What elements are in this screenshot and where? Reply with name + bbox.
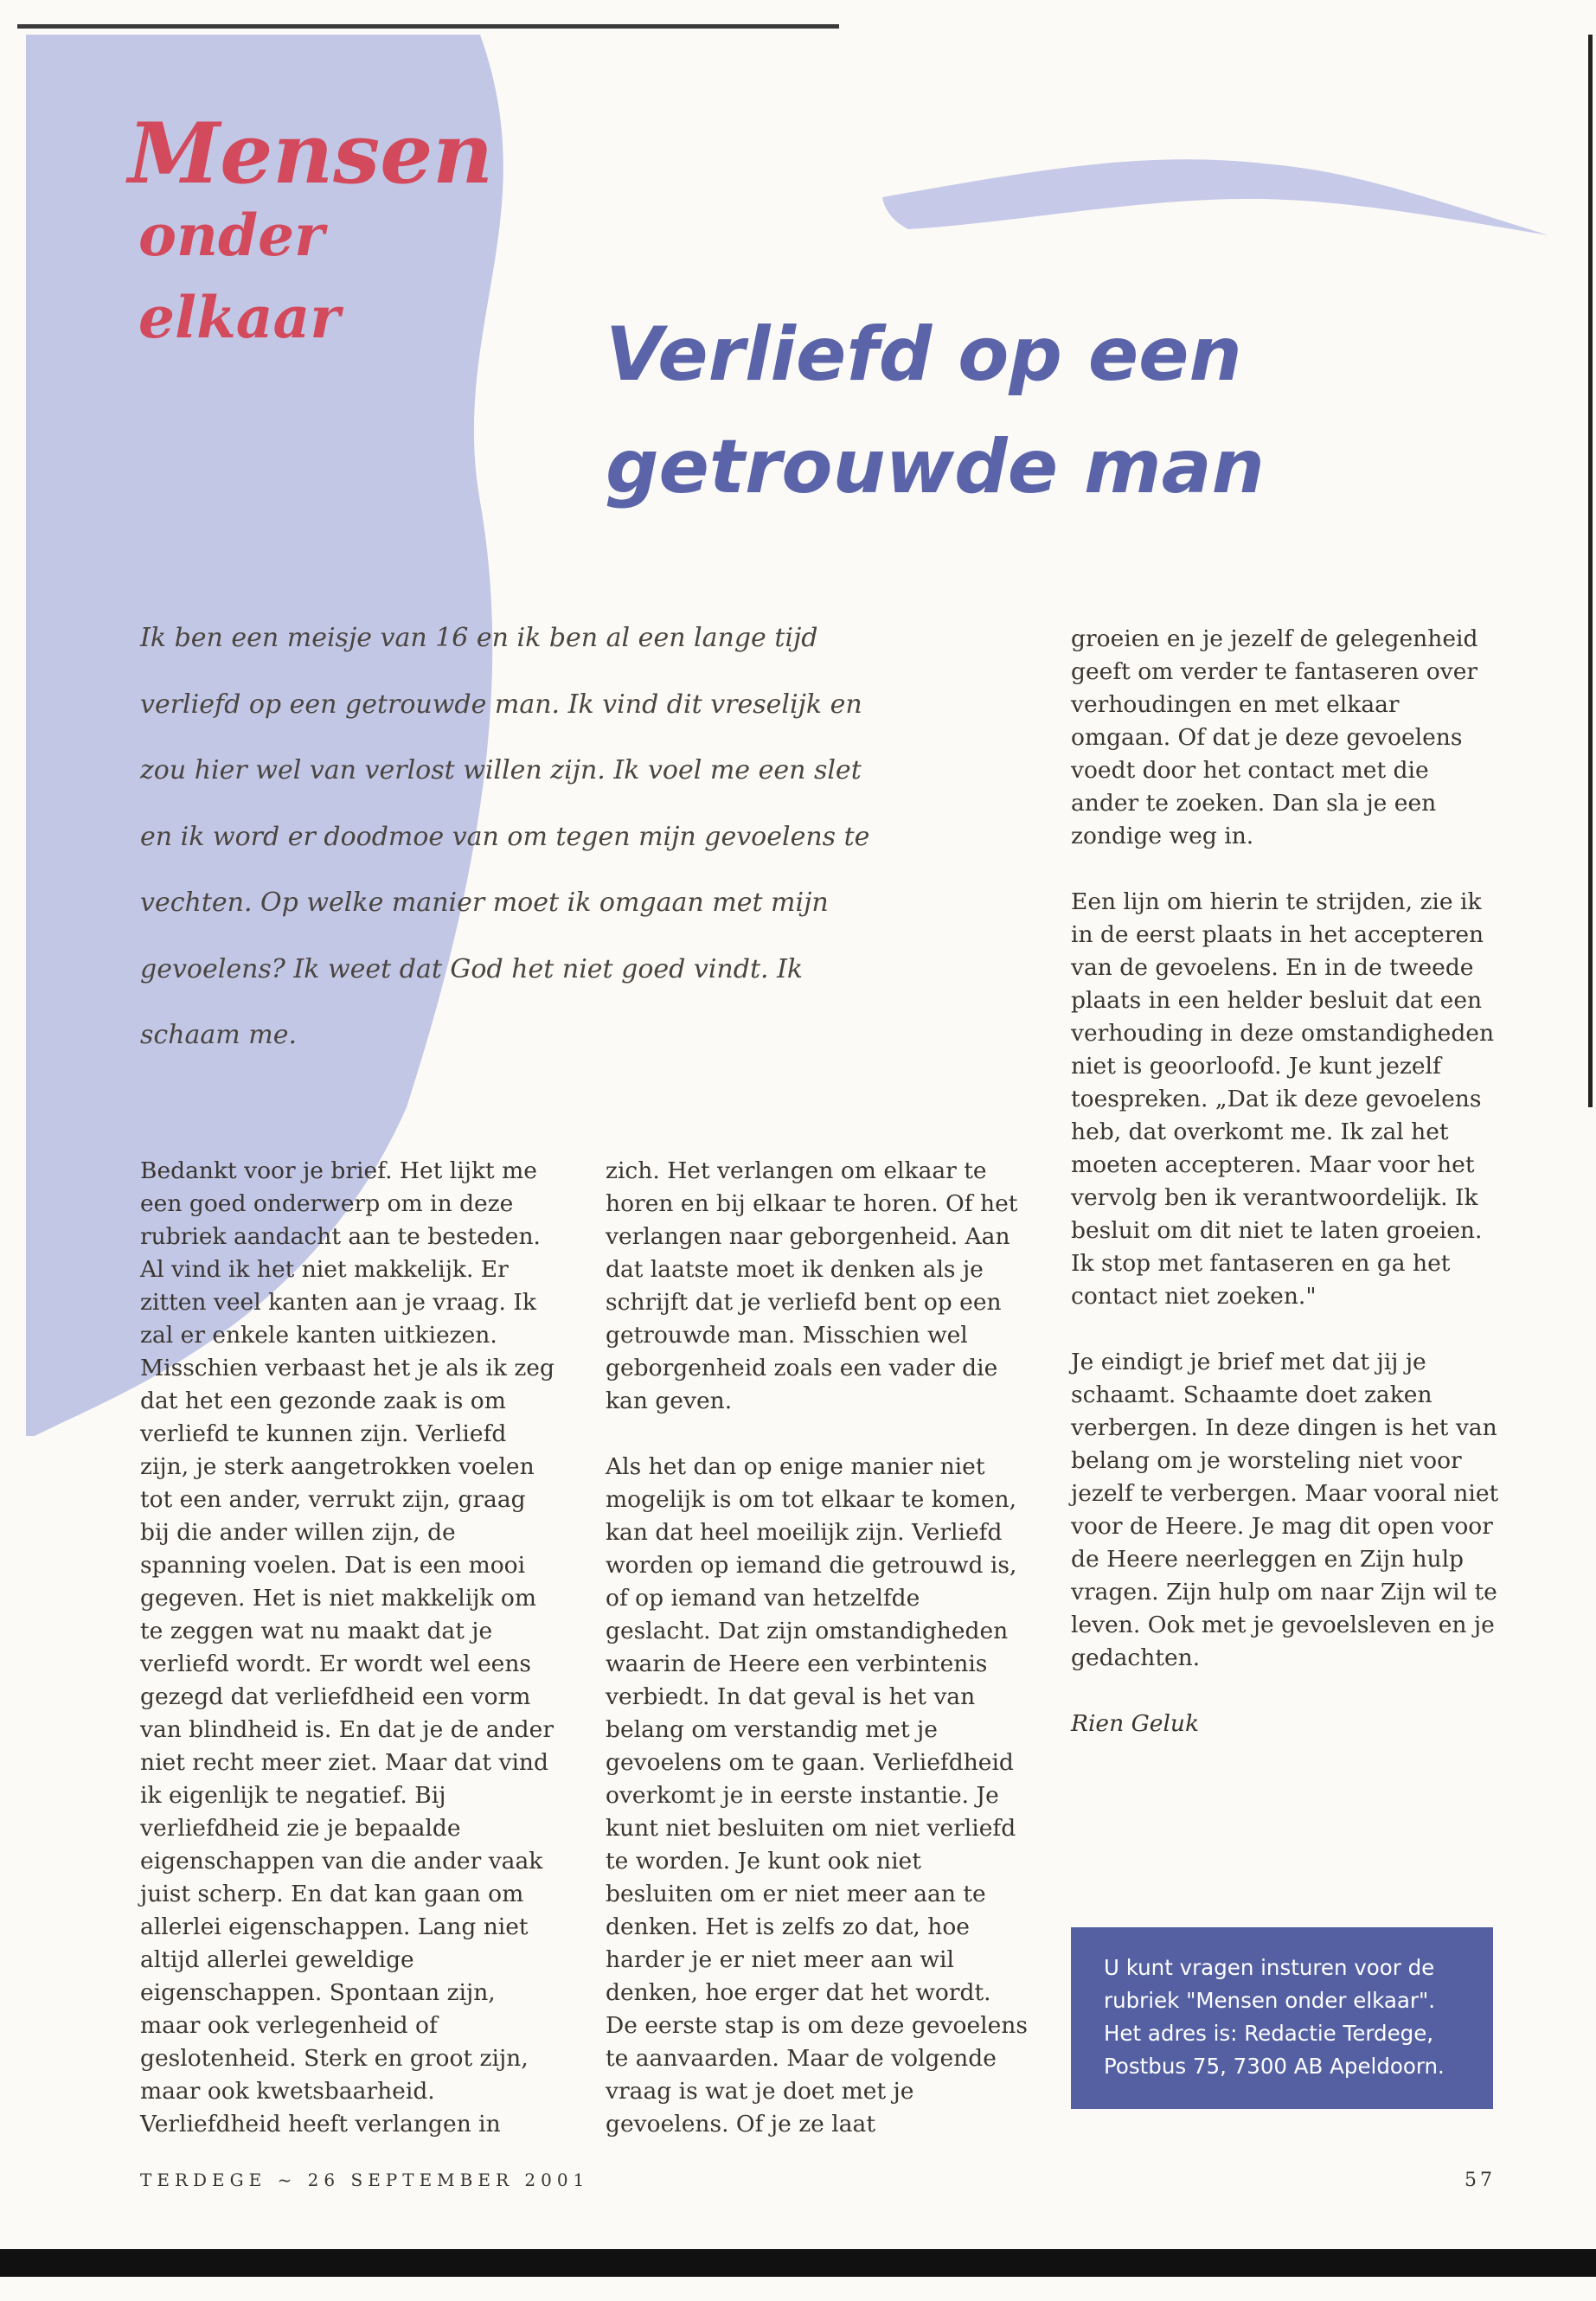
reader-question: Ik ben een meisje van 16 en ik ben al een lange tijd verliefd op een getrouwde man. Ik vind dit vreselijk en zou hier wel van verlost willen zijn. Ik voel me een slet en ik word er doodmoe van om tegen mijn gevoelens te vechten. Op welke manier moet ik omgaan met mijn gevoelens? Ik weet dat God het niet goed vindt. Ik schaam me. (140, 623, 870, 1050)
section-title-line: onder (138, 202, 324, 269)
section-title (128, 105, 494, 359)
answer-paragraph: groeien en je jezelf de gelegenheid geeft om verder te fantaseren over verhoudingen en met elkaar omgaan. Of dat je deze gevoelens voedt door het contact met die ander te zoeken. Dan sla je een zondige weg in. (1071, 625, 1478, 849)
info-line: Het adres is: Redactie Terdege, (1104, 2021, 1434, 2046)
info-line: U kunt vragen insturen voor de (1104, 1955, 1435, 1980)
swoosh-accent (882, 159, 1548, 235)
answer-column-3 (1071, 623, 1503, 1773)
answer-paragraph: Je eindigt je brief met dat jij je schaamt. Schaamte doet zaken verbergen. In deze dingen is het van belang om je worsteling niet voor jezelf te verbergen. Maar vooral niet voor de Heere. Je mag dit open voor de Heere neerleggen en Zijn hulp vragen. Zijn hulp om naar Zijn wil te leven. Ook met je gevoelsleven en je gedachten. (1071, 1349, 1499, 1671)
info-line: rubriek "Mensen onder elkaar". (1104, 1988, 1436, 2013)
section-title-line: Mensen (128, 105, 494, 202)
footer-publication: TERDEGE ~ 26 SEPTEMBER 2001 (140, 2170, 590, 2190)
page-number: 57 (1465, 2170, 1496, 2191)
bottom-scan-edge (0, 2249, 1596, 2277)
answer-paragraph: zich. Het verlangen om elkaar te horen en bij elkaar te horen. Of het verlangen naar geborgenheid. Aan dat laatste moet ik denken als je schrijft dat je verliefd bent op een getrouwde man. Misschien wel geborgenheid zoals een vader die kan geven. (606, 1157, 1018, 1414)
section-title-line: elkaar (138, 284, 341, 351)
article-title-line: getrouwde man (606, 424, 1265, 510)
page-edge-shadow (1588, 35, 1593, 1107)
article-title (606, 298, 1384, 523)
info-line: Postbus 75, 7300 AB Apeldoorn. (1104, 2054, 1445, 2079)
author-signature: Rien Geluk (1071, 1710, 1200, 1737)
answer-column-1 (140, 1155, 555, 2141)
submission-info-box (1071, 1927, 1493, 2109)
answer-paragraph: Bedankt voor je brief. Het lijkt me een goed onderwerp om in deze rubriek aandacht aan te besteden. Al vind ik het niet makkelijk. Er zitten veel kanten aan je vraag. Ik zal er enkele kanten uitkiezen. Misschien verbaast het je als ik zeg dat het een gezonde zaak is om verliefd te kunnen zijn. Verliefd zijn, je sterk aangetrokken voelen tot een ander, verrukt zijn, graag bij die ander willen zijn, de spanning voelen. Dat is een mooi gegeven. Het is niet makkelijk om te zeggen wat nu maakt dat je verliefd wordt. Er wordt wel eens gezegd dat verliefdheid een vorm van blindheid is. En dat je de ander niet recht meer ziet. Maar dat vind ik eigenlijk te negatief. Bij verliefdheid zie je bepaalde eigenschappen van die ander vaak juist scherp. En dat kan gaan om allerlei eigenschappen. Lang niet altijd allerlei geweldige eigenschappen. Spontaan zijn, maar ook verlegenheid of geslotenheid. Sterk en groot zijn, maar ook kwetsbaarheid. (140, 1157, 554, 2105)
answer-column-2 (606, 1155, 1029, 2141)
answer-paragraph: Verliefdheid heeft verlangen in (140, 2111, 501, 2138)
answer-paragraph: Als het dan op enige manier niet mogelijk is om tot elkaar te komen, kan dat heel moeilijk zijn. Verliefd worden op iemand die getrouwd is, of op iemand van hetzelfde geslacht. Dat zijn omstandigheden waarin de Heere een verbintenis verbiedt. In dat geval is het van belang om verstandig met je gevoelens om te gaan. Verliefdheid overkomt je in eerste instantie. Je kunt niet besluiten om niet verliefd te worden. Je kunt ook niet besluiten om er niet meer aan te denken. Het is zelfs zo dat, hoe harder je er niet meer aan wil denken, hoe erger dat het wordt. De eerste stap is om deze gevoelens te aanvaarden. Maar de volgende vraag is wat je doet met je gevoelens. Of je ze laat (606, 1453, 1028, 2138)
answer-paragraph: Een lijn om hierin te strijden, zie ik in de eerst plaats in het accepteren van de gevoelens. En in de tweede plaats in een helder besluit dat een verhouding in deze omstandigheden niet is geoorloofd. Je kunt jezelf toespreken. „Dat ik deze gevoelens heb, dat overkomt me. Ik zal het moeten accepteren. Maar voor het vervolg ben ik verantwoordelijk. Ik besluit om dit niet te laten groeien. Ik stop met fantaseren en ga het contact niet zoeken." (1071, 888, 1495, 1310)
article-title-line: Verliefd op een (606, 311, 1242, 398)
